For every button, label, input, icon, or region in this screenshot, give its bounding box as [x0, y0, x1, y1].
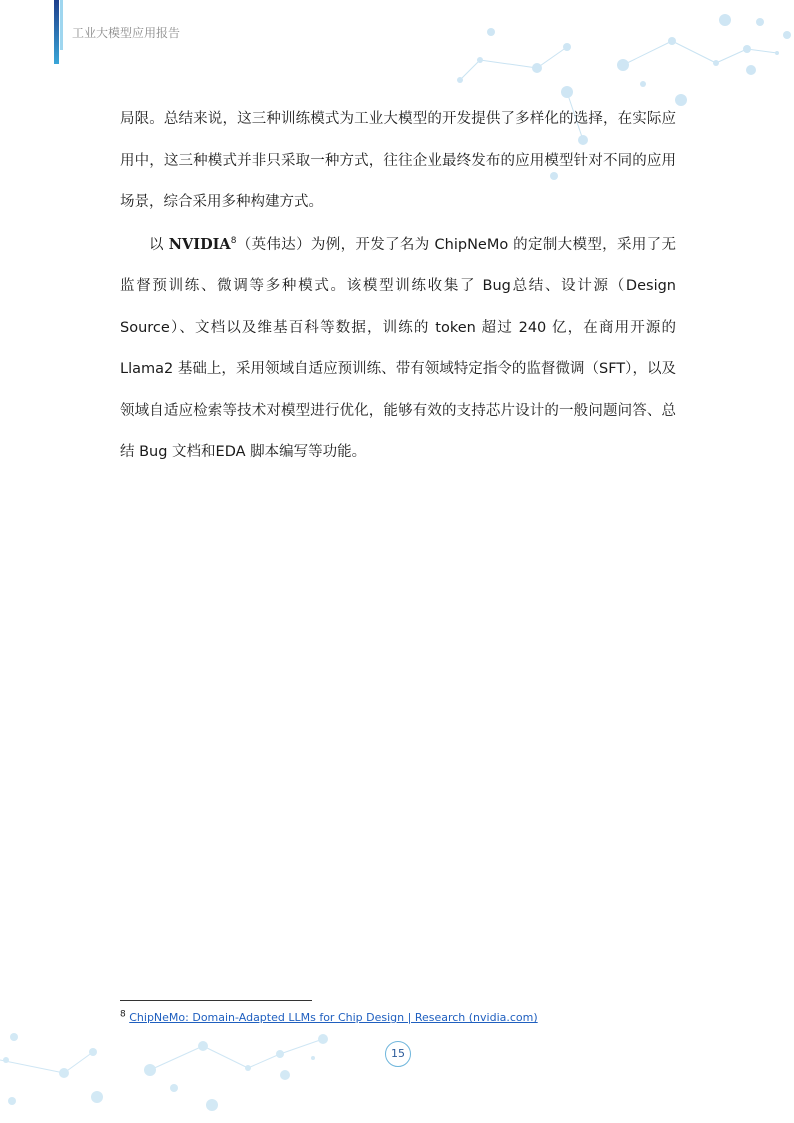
- footnote-number: 8: [120, 1009, 126, 1020]
- paragraph-1: 局限。总结来说，这三种训练模式为工业大模型的开发提供了多样化的选择，在实际应用中，这三种模式并非只采取一种方式，往往企业最终发布的应用模型针对不同的应用场景，综合采用多种构建方式。: [120, 111, 676, 210]
- body-text: [120, 99, 676, 474]
- paragraph-2-body: （英伟达）为例，开发了名为 ChipNeMo 的定制大模型，采用了无监督预训练、微调等多种模式。该模型训练收集了 Bug总结、设计源（Design Source）、文档以及维基百科等数据，训练的 token 超过 240 亿，在商用开源的 Llama2 基础上，采用领域自适应预训练、带有领域特定指令的监督微调（SFT），以及领域自适应检索等技术对模型进行优化，能够有效的支持芯片设计的一般问题问答、总结 Bug 文档和EDA 脚本编写等功能。: [120, 236, 676, 460]
- footnote: [120, 1011, 538, 1024]
- header-accent-bar: [54, 0, 59, 64]
- paragraph-2-lead: 以: [149, 236, 169, 253]
- header-title: 工业大模型应用报告: [72, 26, 181, 40]
- page-number: 15: [385, 1041, 411, 1067]
- footnote-link[interactable]: ChipNeMo: Domain-Adapted LLMs for Chip Design | Research (nvidia.com): [129, 1011, 538, 1024]
- header-accent-bar-light: [60, 0, 63, 50]
- nvidia-bold: NVIDIA: [168, 235, 231, 253]
- footnote-ref[interactable]: 8: [230, 235, 237, 246]
- footnote-divider: [120, 1000, 312, 1001]
- paragraph-2: [120, 224, 676, 474]
- bottom-left-network-decoration: [0, 1025, 340, 1123]
